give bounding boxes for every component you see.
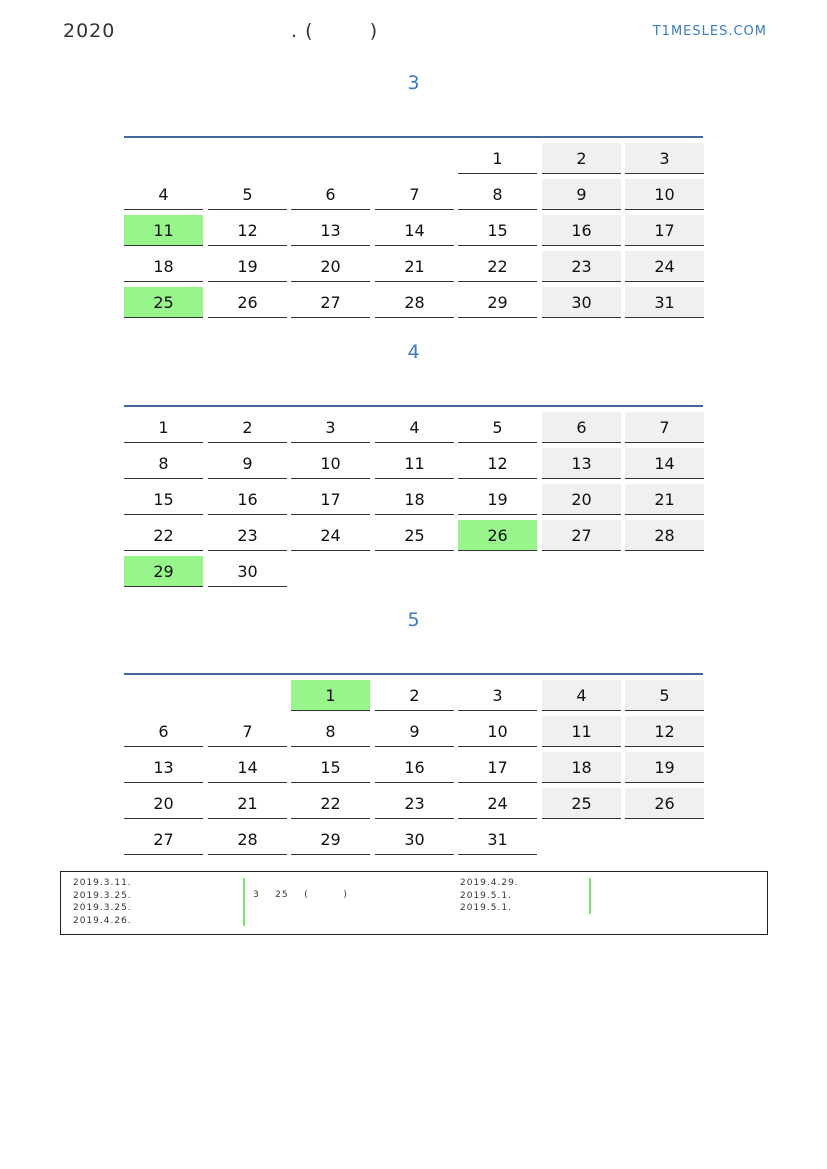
- day-cell[interactable]: 18: [542, 752, 621, 783]
- month-rule: [124, 136, 703, 138]
- day-cell[interactable]: 13: [124, 752, 203, 783]
- day-cell[interactable]: 1: [291, 680, 370, 711]
- day-cell[interactable]: 17: [291, 484, 370, 515]
- day-cell[interactable]: 7: [625, 412, 704, 443]
- day-cell[interactable]: 8: [291, 716, 370, 747]
- month-title: 3: [407, 72, 420, 94]
- month-title: 5: [407, 609, 420, 631]
- day-cell[interactable]: 7: [208, 716, 287, 747]
- notes-right-dates: [460, 877, 519, 915]
- day-cell[interactable]: 3: [625, 143, 704, 174]
- day-cell[interactable]: 6: [124, 716, 203, 747]
- day-cell[interactable]: 23: [375, 788, 454, 819]
- day-cell[interactable]: 29: [458, 287, 537, 318]
- day-cell[interactable]: 18: [124, 251, 203, 282]
- day-cell[interactable]: 25: [124, 287, 203, 318]
- day-cell[interactable]: 7: [375, 179, 454, 210]
- day-cell[interactable]: 11: [542, 716, 621, 747]
- day-cell[interactable]: 16: [208, 484, 287, 515]
- notes-left-bar: [243, 878, 245, 926]
- note-date: 2019.5.1.: [460, 890, 512, 901]
- day-cell[interactable]: 24: [458, 788, 537, 819]
- day-cell[interactable]: 28: [625, 520, 704, 551]
- note-date: 2019.3.11.: [73, 878, 132, 888]
- note-date: 2019.5.1.: [460, 903, 512, 913]
- day-cell[interactable]: 10: [291, 448, 370, 479]
- day-cell[interactable]: 19: [625, 752, 704, 783]
- note-date: 2019.4.26.: [73, 915, 132, 926]
- day-cell[interactable]: 4: [542, 680, 621, 711]
- day-cell[interactable]: 10: [458, 716, 537, 747]
- day-cell[interactable]: 1: [124, 412, 203, 443]
- day-cell[interactable]: 5: [458, 412, 537, 443]
- day-cell[interactable]: 29: [291, 824, 370, 855]
- note-date: 2019.3.25.: [73, 890, 132, 901]
- day-cell[interactable]: 27: [124, 824, 203, 855]
- day-cell[interactable]: 2: [208, 412, 287, 443]
- day-cell[interactable]: 23: [542, 251, 621, 282]
- day-cell[interactable]: 2: [542, 143, 621, 174]
- day-cell[interactable]: 30: [542, 287, 621, 318]
- day-cell[interactable]: 18: [375, 484, 454, 515]
- day-cell[interactable]: 10: [625, 179, 704, 210]
- notes-box: [60, 871, 768, 935]
- notes-left-dates: [73, 877, 132, 927]
- day-cell[interactable]: 26: [208, 287, 287, 318]
- day-cell[interactable]: 24: [291, 520, 370, 551]
- site-link[interactable]: T1MESLES.COM: [652, 24, 767, 39]
- day-cell[interactable]: 21: [625, 484, 704, 515]
- day-cell[interactable]: 29: [124, 556, 203, 587]
- page-year: 2020: [63, 20, 116, 42]
- day-cell[interactable]: 21: [208, 788, 287, 819]
- month-rule: [124, 405, 703, 407]
- day-cell[interactable]: 14: [625, 448, 704, 479]
- day-cell[interactable]: 31: [625, 287, 704, 318]
- day-cell[interactable]: 19: [458, 484, 537, 515]
- day-cell[interactable]: 11: [375, 448, 454, 479]
- day-cell[interactable]: 25: [375, 520, 454, 551]
- day-cell[interactable]: 16: [542, 215, 621, 246]
- day-cell[interactable]: 19: [208, 251, 287, 282]
- note-extra-text: 3 25 ( ): [253, 890, 348, 900]
- day-cell[interactable]: 17: [625, 215, 704, 246]
- day-cell[interactable]: 24: [625, 251, 704, 282]
- day-cell[interactable]: 31: [458, 824, 537, 855]
- day-cell[interactable]: 11: [124, 215, 203, 246]
- day-cell[interactable]: 1: [458, 143, 537, 174]
- day-cell[interactable]: 30: [375, 824, 454, 855]
- day-cell[interactable]: 26: [625, 788, 704, 819]
- day-cell[interactable]: 28: [208, 824, 287, 855]
- day-cell[interactable]: 20: [542, 484, 621, 515]
- day-cell[interactable]: 17: [458, 752, 537, 783]
- day-cell[interactable]: 22: [291, 788, 370, 819]
- day-cell[interactable]: 25: [542, 788, 621, 819]
- day-cell[interactable]: 14: [375, 215, 454, 246]
- day-cell[interactable]: 23: [208, 520, 287, 551]
- day-cell[interactable]: 6: [291, 179, 370, 210]
- month-title: 4: [407, 341, 420, 363]
- day-cell[interactable]: 15: [124, 484, 203, 515]
- day-cell[interactable]: 12: [458, 448, 537, 479]
- day-cell[interactable]: 15: [291, 752, 370, 783]
- day-cell[interactable]: 14: [208, 752, 287, 783]
- day-cell[interactable]: 5: [208, 179, 287, 210]
- day-cell[interactable]: 21: [375, 251, 454, 282]
- day-cell[interactable]: 9: [542, 179, 621, 210]
- day-cell[interactable]: 9: [208, 448, 287, 479]
- day-cell[interactable]: 27: [542, 520, 621, 551]
- day-cell[interactable]: 6: [542, 412, 621, 443]
- day-cell[interactable]: 12: [208, 215, 287, 246]
- day-cell[interactable]: 12: [625, 716, 704, 747]
- notes-right-bar: [589, 878, 591, 914]
- day-cell[interactable]: 22: [124, 520, 203, 551]
- day-cell[interactable]: 20: [291, 251, 370, 282]
- day-cell[interactable]: 28: [375, 287, 454, 318]
- day-cell[interactable]: 9: [375, 716, 454, 747]
- note-date: 2019.3.25.: [73, 903, 132, 913]
- day-cell[interactable]: 20: [124, 788, 203, 819]
- day-cell[interactable]: 13: [291, 215, 370, 246]
- day-cell[interactable]: 16: [375, 752, 454, 783]
- note-date: 2019.4.29.: [460, 878, 519, 888]
- day-cell[interactable]: 27: [291, 287, 370, 318]
- day-cell[interactable]: 22: [458, 251, 537, 282]
- day-cell[interactable]: 4: [124, 179, 203, 210]
- day-cell[interactable]: 5: [625, 680, 704, 711]
- month-rule: [124, 673, 703, 675]
- day-cell[interactable]: 2: [375, 680, 454, 711]
- page-subtitle: . ( ): [291, 20, 379, 42]
- day-cell[interactable]: 30: [208, 556, 287, 587]
- day-cell[interactable]: 8: [458, 179, 537, 210]
- day-cell[interactable]: 8: [124, 448, 203, 479]
- day-cell[interactable]: 4: [375, 412, 454, 443]
- day-cell[interactable]: 15: [458, 215, 537, 246]
- day-cell[interactable]: 3: [291, 412, 370, 443]
- day-cell[interactable]: 13: [542, 448, 621, 479]
- day-cell[interactable]: 26: [458, 520, 537, 551]
- day-cell[interactable]: 3: [458, 680, 537, 711]
